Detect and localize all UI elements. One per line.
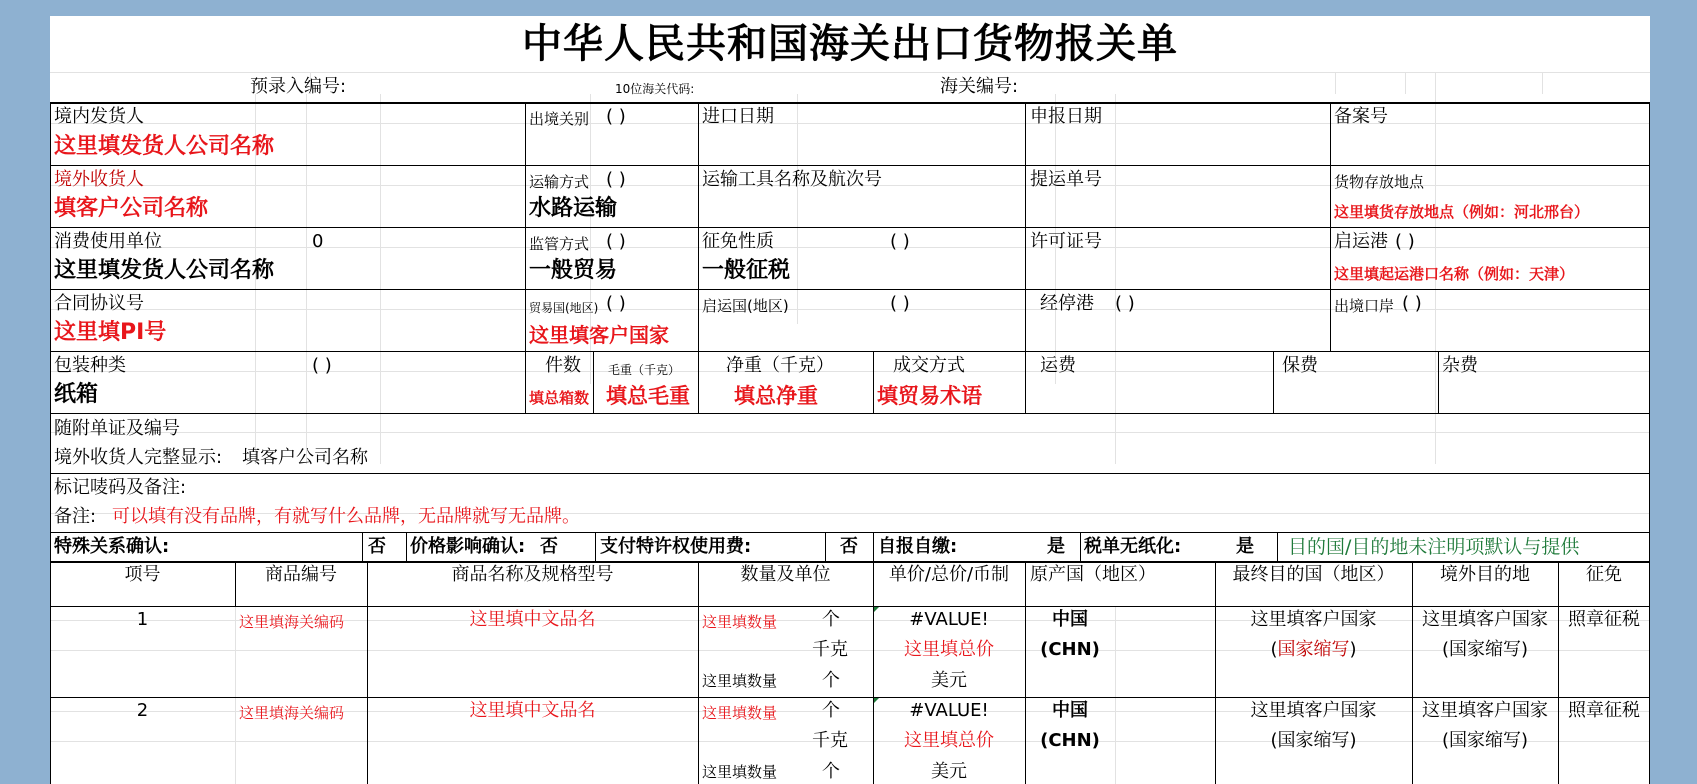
gridline xyxy=(50,371,1650,372)
customs-no-label: 海关编号: xyxy=(940,76,1019,97)
border xyxy=(367,561,368,784)
exit-customs-label: 出境关别 xyxy=(529,110,590,128)
package-label: 包装种类 xyxy=(54,355,126,376)
supervision-value[interactable]: 一般贸易 xyxy=(529,258,618,283)
overseas-consignee-label: 境外收货人 xyxy=(54,169,144,190)
misc-label: 杂费 xyxy=(1442,355,1478,376)
bl-label: 提运单号 xyxy=(1030,169,1102,190)
trade-country-paren[interactable]: ( ) xyxy=(606,293,626,314)
col-header-quantity: 数量及单位 xyxy=(740,564,831,585)
border xyxy=(50,413,1650,414)
col-header-price: 单价/总价/币制 xyxy=(888,564,1010,585)
storage-value[interactable]: 这里填货存放地点（例如：河北邢台） xyxy=(1334,203,1590,221)
consumer-zero: 0 xyxy=(312,231,324,252)
paperless-value[interactable]: 是 xyxy=(1236,536,1254,557)
col-header-product-name: 商品名称及规格型号 xyxy=(451,564,614,585)
page-title: 中华人民共和国海关出口货物报关单 xyxy=(522,21,1178,67)
gridline xyxy=(1435,72,1436,94)
item-qty3[interactable]: 这里填数量 xyxy=(702,672,778,690)
item-hs-code[interactable]: 这里填海关编码 xyxy=(239,704,345,722)
item-currency: 美元 xyxy=(931,761,967,782)
price-influence-value[interactable]: 否 xyxy=(540,536,558,557)
supervision-label: 监管方式 xyxy=(529,235,590,253)
border xyxy=(50,473,1650,474)
border xyxy=(595,532,596,561)
record-no-label: 备案号 xyxy=(1334,106,1388,127)
exit-customs-paren[interactable]: ( ) xyxy=(606,106,626,127)
item-hs-code[interactable]: 这里填海关编码 xyxy=(239,613,345,631)
item-unit3: 个 xyxy=(822,761,840,782)
departure-port-label: 启运港 xyxy=(1334,231,1388,252)
domestic-shipper-label: 境内发货人 xyxy=(54,106,144,127)
net-value[interactable]: 填总净重 xyxy=(734,384,818,408)
item-origin-code: (CHN) xyxy=(1040,639,1100,660)
item-qty1[interactable]: 这里填数量 xyxy=(702,613,778,631)
item-qty3[interactable]: 这里填数量 xyxy=(702,763,778,781)
item-origin: 中国 xyxy=(1052,700,1088,721)
gross-label: 毛重（千克） xyxy=(608,363,681,377)
border xyxy=(1273,351,1274,413)
item-dest-abbr-text[interactable]: 国家缩写 xyxy=(1277,639,1350,660)
supervision-paren[interactable]: ( ) xyxy=(606,231,626,252)
customs-declaration-sheet xyxy=(50,16,1650,784)
border xyxy=(525,102,526,413)
item-total-price[interactable]: 这里填总价 xyxy=(904,639,994,660)
license-label: 许可证号 xyxy=(1030,231,1102,252)
item-unit-price: #VALUE! xyxy=(909,609,989,630)
item-no: 2 xyxy=(136,700,149,721)
consignee-full-label: 境外收货人完整显示: xyxy=(54,447,223,468)
declare-date-label: 申报日期 xyxy=(1030,106,1102,127)
col-header-levy: 征免 xyxy=(1586,564,1622,585)
gridline xyxy=(1335,72,1336,94)
border xyxy=(50,289,1650,290)
import-date-label: 进口日期 xyxy=(702,106,774,127)
vessel-label: 运输工具名称及航次号 xyxy=(702,169,882,190)
border xyxy=(50,606,1650,607)
terms-value[interactable]: 填贸易术语 xyxy=(877,384,982,408)
item-overseas-dest[interactable]: 这里填客户国家 xyxy=(1422,700,1548,721)
item-dest-abbr-close: ) xyxy=(1349,639,1357,660)
gridline xyxy=(50,432,1650,433)
self-pay-value[interactable]: 是 xyxy=(1047,536,1065,557)
item-levy: 照章征税 xyxy=(1568,700,1640,721)
remark-value[interactable]: 可以填有没有品牌，有就写什么品牌，无品牌就写无品牌。 xyxy=(112,506,580,527)
item-name[interactable]: 这里填中文品名 xyxy=(469,700,596,721)
item-overseas-abbr[interactable]: (国家缩写) xyxy=(1441,730,1529,751)
border xyxy=(50,351,1650,352)
item-overseas-abbr[interactable]: (国家缩写) xyxy=(1441,639,1529,660)
storage-label: 货物存放地点 xyxy=(1334,173,1425,191)
item-total-price[interactable]: 这里填总价 xyxy=(904,730,994,751)
item-unit2: 千克 xyxy=(812,639,848,660)
gross-value[interactable]: 填总毛重 xyxy=(606,384,690,408)
item-dest-country[interactable]: 这里填客户国家 xyxy=(1250,700,1377,721)
exit-port-label: 出境口岸 xyxy=(1334,297,1395,315)
item-name[interactable]: 这里填中文品名 xyxy=(469,609,596,630)
trade-country-value[interactable]: 这里填客户国家 xyxy=(529,323,669,347)
border xyxy=(873,351,874,413)
insurance-label: 保费 xyxy=(1282,355,1318,376)
item-dest-abbr xyxy=(1215,638,1412,662)
marks-label: 标记唛码及备注: xyxy=(54,477,187,498)
border xyxy=(406,532,407,561)
item-currency: 美元 xyxy=(931,670,967,691)
consumer-label: 消费使用单位 xyxy=(54,231,162,252)
package-paren[interactable]: ( ) xyxy=(312,355,332,376)
gridline xyxy=(50,123,1650,124)
trade-country-label: 贸易国(地区) xyxy=(529,301,599,315)
item-unit2: 千克 xyxy=(812,730,848,751)
consumer-value[interactable]: 这里填发货人公司名称 xyxy=(54,258,275,283)
origin-country-label: 启运国(地区) xyxy=(702,297,789,315)
item-no: 1 xyxy=(136,609,149,630)
remark-label: 备注: xyxy=(54,506,97,527)
departure-port-paren[interactable]: ( ) xyxy=(1395,231,1415,252)
item-origin-code: (CHN) xyxy=(1040,730,1100,751)
col-header-overseas-dest: 境外目的地 xyxy=(1440,564,1530,585)
border xyxy=(825,532,826,561)
item-dest-country[interactable]: 这里填客户国家 xyxy=(1250,609,1377,630)
border xyxy=(1025,102,1026,413)
item-unit1: 个 xyxy=(822,609,840,630)
pieces-value[interactable]: 填总箱数 xyxy=(529,389,590,407)
border xyxy=(873,532,874,561)
item-qty1[interactable]: 这里填数量 xyxy=(702,704,778,722)
levy-label: 征免性质 xyxy=(702,231,774,252)
gridline xyxy=(50,72,1650,73)
levy-paren[interactable]: ( ) xyxy=(890,231,910,252)
border xyxy=(1558,561,1559,784)
contract-label: 合同协议号 xyxy=(54,293,144,314)
gridline xyxy=(235,606,236,784)
pieces-label: 件数 xyxy=(545,355,581,376)
royalty-label: 支付特许权使用费: xyxy=(600,536,752,557)
item-origin: 中国 xyxy=(1052,609,1088,630)
item-dest-abbr[interactable]: (国家缩写) xyxy=(1270,730,1357,751)
domestic-shipper-value[interactable]: 这里填发货人公司名称 xyxy=(54,134,275,159)
border xyxy=(50,102,1650,104)
gridline xyxy=(1115,606,1116,784)
terms-label: 成交方式 xyxy=(893,355,965,376)
border xyxy=(593,351,594,413)
special-relation-value[interactable]: 否 xyxy=(368,536,386,557)
levy-value[interactable]: 一般征税 xyxy=(702,258,791,283)
transit-port-label: 经停港 xyxy=(1040,293,1094,314)
border xyxy=(698,102,699,413)
package-value[interactable]: 纸箱 xyxy=(54,382,99,407)
border xyxy=(698,561,699,784)
overseas-consignee-value[interactable]: 填客户公司名称 xyxy=(54,196,209,221)
col-header-origin: 原产国（地区） xyxy=(1030,564,1156,585)
origin-country-paren[interactable]: ( ) xyxy=(890,293,910,314)
docs-label: 随附单证及编号 xyxy=(54,418,180,439)
net-label: 净重（千克） xyxy=(726,355,834,376)
border xyxy=(50,165,1650,166)
transport-mode-paren[interactable]: ( ) xyxy=(606,169,626,190)
special-relation-label: 特殊关系确认: xyxy=(54,536,170,557)
border xyxy=(50,697,1650,698)
border xyxy=(1277,532,1278,561)
exit-port-paren[interactable]: ( ) xyxy=(1402,293,1422,314)
border xyxy=(1330,102,1331,351)
royalty-value[interactable]: 否 xyxy=(840,536,858,557)
item-overseas-dest[interactable]: 这里填客户国家 xyxy=(1422,609,1548,630)
paperless-label: 税单无纸化: xyxy=(1084,536,1182,557)
destination-note: 目的国/目的地未注明项默认与提供 xyxy=(1288,536,1580,558)
border xyxy=(50,102,51,784)
border xyxy=(1080,532,1081,561)
item-unit3: 个 xyxy=(822,670,840,691)
freight-label: 运费 xyxy=(1040,355,1076,376)
contract-value[interactable]: 这里填PI号 xyxy=(54,320,167,345)
consignee-full-value[interactable]: 填客户公司名称 xyxy=(242,447,368,468)
gridline xyxy=(1542,72,1543,94)
col-header-item-no: 项号 xyxy=(124,564,161,585)
self-pay-label: 自报自缴: xyxy=(878,536,958,557)
transit-port-paren[interactable]: ( ) xyxy=(1115,293,1135,314)
border xyxy=(50,227,1650,228)
transport-mode-value[interactable]: 水路运输 xyxy=(529,196,618,221)
gridline xyxy=(306,94,307,464)
border xyxy=(1438,351,1439,413)
gridline xyxy=(1405,72,1406,94)
border xyxy=(362,532,363,561)
customs-code10-label: 10位海关代码: xyxy=(615,82,695,96)
item-dest-abbr-open: ( xyxy=(1270,639,1278,660)
gridline xyxy=(380,94,381,464)
gridline xyxy=(1115,94,1116,464)
transport-mode-label: 运输方式 xyxy=(529,173,590,191)
item-levy: 照章征税 xyxy=(1568,609,1640,630)
col-header-final-dest: 最终目的国（地区） xyxy=(1232,564,1395,585)
border xyxy=(1649,102,1650,784)
border xyxy=(50,532,1650,533)
item-unit1: 个 xyxy=(822,700,840,721)
departure-port-value[interactable]: 这里填起运港口名称（例如：天津） xyxy=(1334,265,1575,283)
price-influence-label: 价格影响确认: xyxy=(410,536,526,557)
col-header-hs-code: 商品编号 xyxy=(265,564,337,585)
item-unit-price: #VALUE! xyxy=(909,700,989,721)
pre-entry-label: 预录入编号: xyxy=(250,76,347,97)
